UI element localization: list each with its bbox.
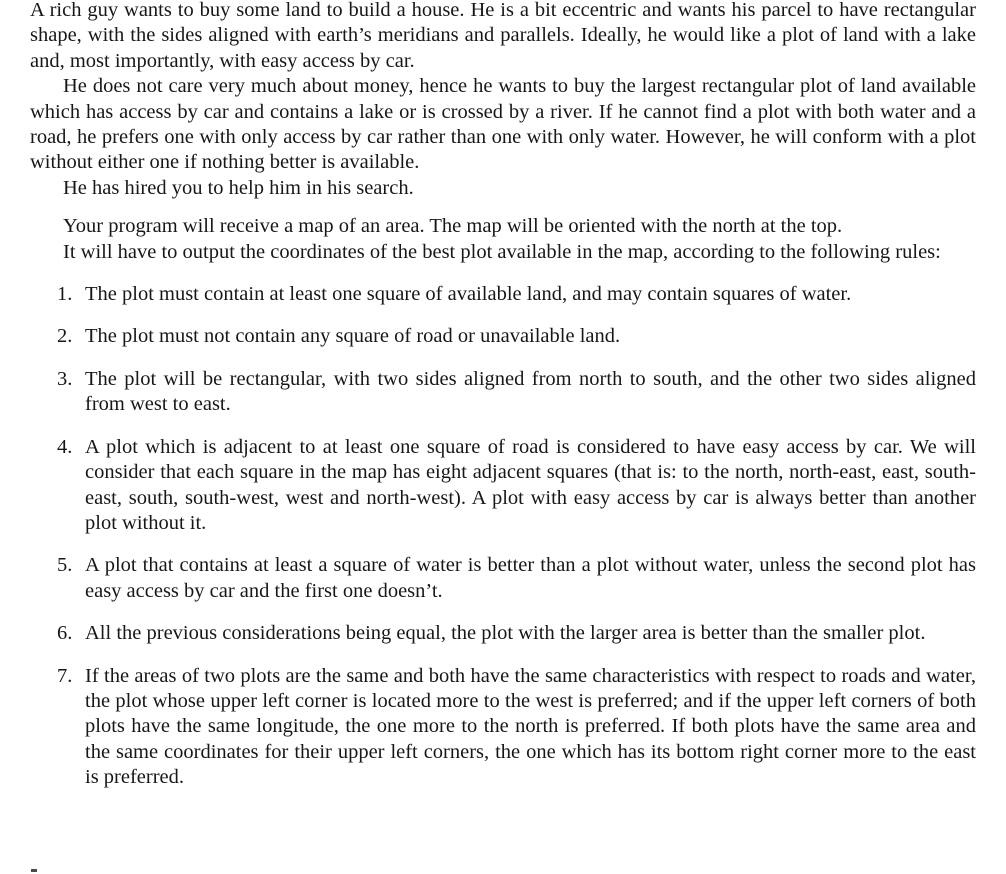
paragraph-2: He does not care very much about money, hence he wants to buy the largest rectangular plot of land available which has access by car and contains a lake or is crossed by a river. If he cannot find a plot with both water and a road, he prefers one with only access by car rather than one with only water. However, he will conform with a plot without either one if nothing better is available. [30,75,976,174]
rule-item-7 [57,664,976,791]
rule-item-1 [57,282,976,307]
rule-number-6: 6. [57,622,73,645]
rule-text-3: The plot will be rectangular, with two sides aligned from north to south, and the other two sides aligned from west to east. [85,367,976,416]
rule-item-2 [57,324,976,349]
rule-text-1: The plot must contain at least one square of available land, and may contain squares of water. [85,283,852,306]
rule-number-3: 3. [57,367,73,390]
rule-number-1: 1. [57,283,73,306]
rules-list [30,282,976,791]
rule-item-5 [57,553,976,604]
rule-text-5: A plot that contains at least a square of water is better than a plot without water, unless the second plot has easy access by car and the first one doesn’t. [85,554,976,602]
paragraph-4: Your program will receive a map of an area. The map will be oriented with the north at the top. [63,215,843,238]
paragraph-5: It will have to output the coordinates of the best plot available in the map, according to the following rules: [63,240,941,263]
rule-number-4: 4. [57,435,73,458]
rule-item-6 [57,621,976,646]
rule-item-3 [57,367,976,418]
rule-text-7: If the areas of two plots are the same and both have the same characteristics with respect to roads and water, the plot whose upper left corner is located more to the west is preferred; and if the upper left corners of both plots have the same longitude, the one more to the north is preferred. If both plots have the same area and the same coordinates for their upper left corners, the one which has its bottom right corner more to the east is preferred. [85,664,976,789]
rule-number-2: 2. [57,325,73,348]
paragraph-3: He has hired you to help him in his search. [63,176,414,199]
rule-text-2: The plot must not contain any square of road or unavailable land. [85,325,621,348]
rule-number-5: 5. [57,554,73,577]
rule-number-7: 7. [57,664,73,687]
rule-text-4: A plot which is adjacent to at least one square of road is considered to have easy access by car. We will consider that each square in the map has eight adjacent squares (that is: to the north, north-east, east, south-east, south, south-west, west and north-west). A plot with easy access by car is always better than another plot without it. [85,435,976,534]
paragraph-1: A rich guy wants to buy some land to build a house. He is a bit eccentric and wants his parcel to have rectangular shape, with the sides aligned with earth’s meridians and parallels. Ideally, he would like a plot of land with a lake and, most importantly, with easy access by car. [30,0,976,72]
rule-item-4 [57,435,976,537]
rule-text-6: All the previous considerations being equal, the plot with the larger area is better than the smaller plot. [85,622,926,645]
clipped-next-line-glyph [31,869,37,872]
